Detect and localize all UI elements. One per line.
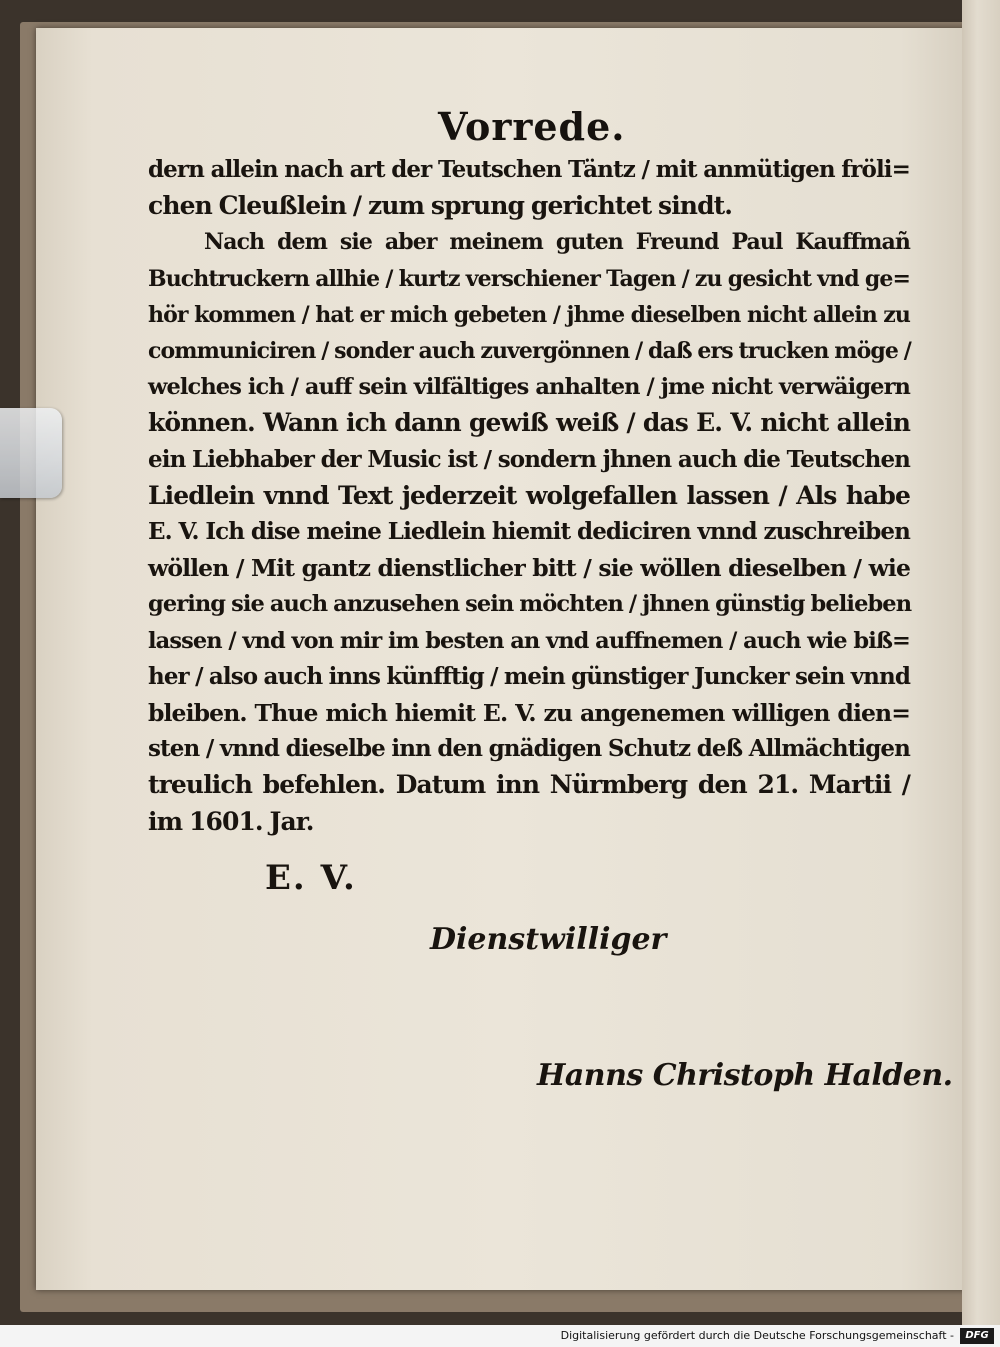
text-line: communiciren / sonder auch zuvergönnen / daß ers trucken möge / (148, 338, 911, 365)
text-line: wöllen / Mit gantz dienstlicher bitt / sie wöllen dieselben / wie (148, 554, 910, 583)
closing-initials: E. V. (265, 858, 357, 898)
text-line: welches ich / auff sein vilfältiges anhalten / jme nicht verwäigern (148, 374, 910, 401)
text-line: können. Wann ich dann gewiß weiß / das E. V. nicht allein (148, 408, 910, 438)
text-line: chen Cleußlein / zum sprung gerichtet sindt. (148, 191, 733, 221)
funding-credit: Digitalisierung gefördert durch die Deutsche Forschungsgemeinschaft - (560, 1329, 954, 1342)
text-line: ein Liebhaber der Music ist / sondern jhnen auch die Teutschen (148, 445, 910, 473)
text-line: sten / vnnd dieselbe inn den gnädigen Schutz deß Allmächtigen (148, 735, 910, 763)
signature: Hanns Christoph Halden. (537, 1058, 953, 1093)
text-line: im 1601. Jar. (148, 806, 314, 836)
page-clip (0, 408, 62, 498)
valediction: Dienstwilliger (430, 922, 667, 957)
text-line: bleiben. Thue mich hiemit E. V. zu angenemen willigen dien= (148, 699, 910, 728)
text-line: dern allein nach art der Teutschen Täntz / mit anmütigen fröli= (148, 156, 910, 183)
text-line: gering sie auch anzusehen sein möchten / jhnen günstig belieben (148, 591, 912, 618)
text-line: Buchtruckern allhie / kurtz verschiener Tagen / zu gesicht vnd ge= (148, 265, 910, 292)
footer-bar (0, 1325, 1000, 1347)
text-line: Nach dem sie aber meinem guten Freund Paul Kauffmañ (204, 229, 910, 256)
facing-page-edge (962, 0, 1000, 1325)
text-line: her / also auch inns künfftig / mein günstiger Juncker sein vnnd (148, 662, 910, 690)
dfg-logo: DFG (960, 1328, 994, 1344)
text-line: treulich befehlen. Datum inn Nürmberg den 21. Martii / (148, 770, 910, 800)
text-line: hör kommen / hat er mich gebeten / jhme dieselben nicht allein zu (148, 301, 910, 328)
text-line: E. V. Ich dise meine Liedlein hiemit dediciren vnnd zuschreiben (148, 518, 910, 546)
running-head: Vorrede. (438, 104, 626, 149)
text-line: lassen / vnd von mir im besten an vnd auffnemen / auch wie biß= (148, 627, 910, 654)
text-line: Liedlein vnnd Text jederzeit wolgefallen lassen / Als habe (148, 480, 910, 510)
body-text (148, 152, 910, 840)
